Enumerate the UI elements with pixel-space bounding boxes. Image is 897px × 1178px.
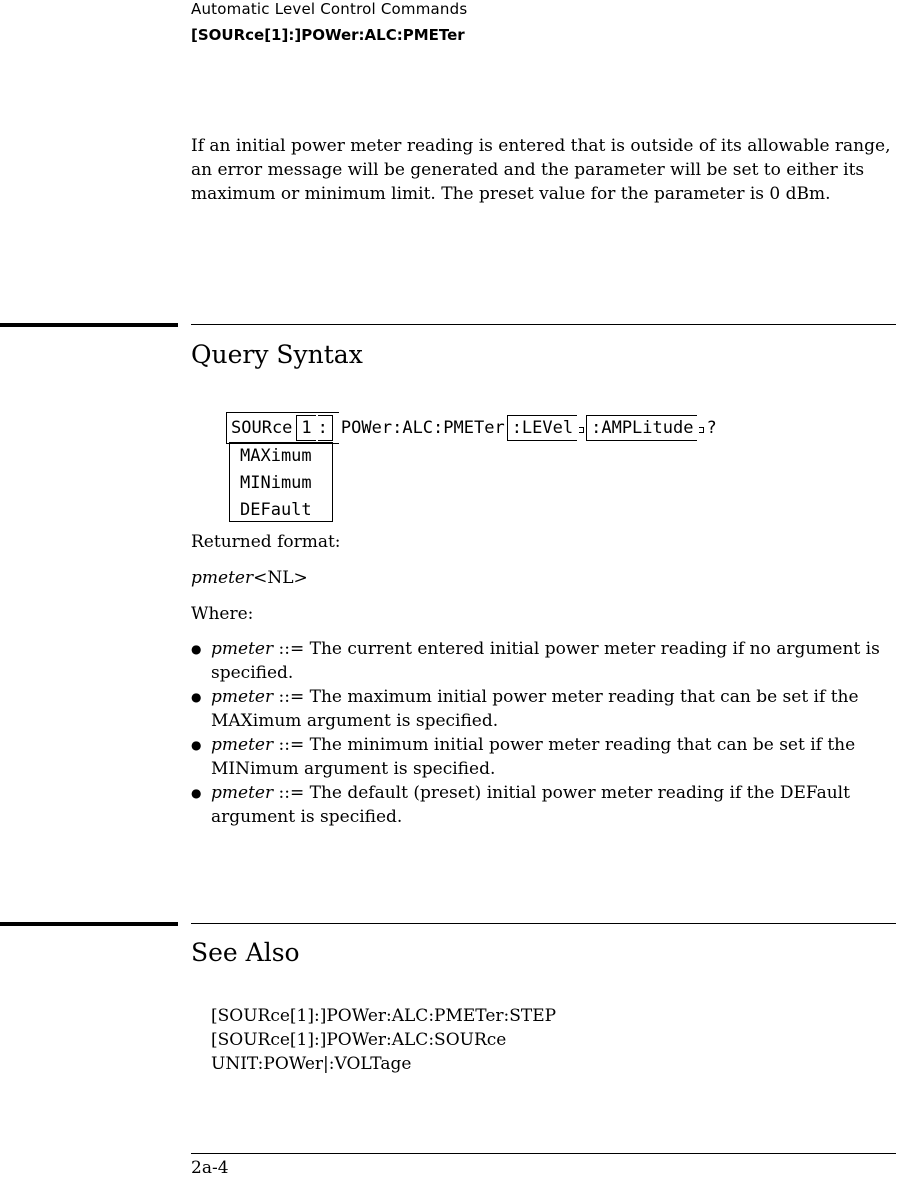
optional-amplitude-bracket (586, 415, 697, 441)
bullet-param: pmeter (211, 687, 274, 707)
query-syntax-line (226, 412, 717, 444)
bullet-text: ::= The default (preset) initial power meter reading if the DEFault argument is specified. (211, 783, 850, 827)
list-item (191, 637, 897, 685)
syntax-query-mark: ? (706, 418, 717, 438)
section-rule-right (191, 923, 896, 924)
optional-amplitude-close (699, 427, 704, 433)
see-also-item[interactable]: UNIT:POWer|:VOLTage (211, 1054, 412, 1074)
see-also-item[interactable]: [SOURce[1]:]POWer:ALC:SOURce (211, 1030, 507, 1050)
list-item (191, 733, 897, 781)
intro-paragraph: If an initial power meter reading is entered that is outside of its allowable range, an error message will be generated and the parameter will be set to either its maximum or minimum limit. The preset value for the parameter is 0 dBm. (191, 136, 891, 204)
see-also-list (211, 1004, 556, 1076)
syntax-colon: : (317, 418, 328, 438)
optional-suffix-close (318, 415, 333, 441)
optional-level-close (579, 427, 584, 433)
optional-source-bracket (226, 412, 339, 444)
bullet-param: pmeter (211, 639, 274, 659)
option-minimum: MINimum (240, 473, 312, 493)
section-rule-right (191, 324, 896, 325)
running-header-command: [SOURce[1]:]POWer:ALC:PMETer (191, 26, 465, 44)
section-rule-left (0, 323, 178, 327)
page-number: 2a-4 (191, 1158, 229, 1178)
syntax-amplitude: :AMPLitude (591, 418, 694, 438)
list-item (191, 781, 897, 829)
list-item (191, 685, 897, 733)
syntax-level: :LEVel (511, 418, 574, 438)
section-rule-left (0, 922, 178, 926)
option-maximum: MAXimum (240, 446, 312, 466)
optional-level-bracket (507, 415, 577, 441)
bullet-param: pmeter (211, 783, 274, 803)
returned-format-param: pmeter (191, 568, 254, 588)
bullet-text: ::= The minimum initial power meter reading that can be set if the MINimum argument is specified. (211, 735, 856, 779)
returned-format-label: Returned format: (191, 532, 341, 552)
bullet-param: pmeter (211, 735, 274, 755)
syntax-main: POWer:ALC:PMETer (340, 418, 505, 438)
returned-format-suffix: <NL> (253, 568, 308, 588)
bullet-text: ::= The maximum initial power meter reading that can be set if the MAXimum argument is specified. (211, 687, 859, 731)
running-header-category: Automatic Level Control Commands (191, 0, 468, 18)
where-label: Where: (191, 604, 254, 624)
syntax-one: 1 (301, 418, 312, 438)
optional-suffix-bracket (296, 415, 315, 441)
return-values-list (191, 637, 897, 829)
see-also-title: See Also (191, 938, 300, 967)
returned-format (191, 566, 308, 590)
option-default: DEFault (240, 500, 312, 520)
options-list (240, 443, 312, 524)
bullet-text: ::= The current entered initial power meter reading if no argument is specified. (211, 639, 880, 683)
see-also-item[interactable]: [SOURce[1]:]POWer:ALC:PMETer:STEP (211, 1006, 557, 1026)
query-syntax-title: Query Syntax (191, 340, 363, 369)
footer-rule (191, 1153, 896, 1154)
syntax-source: SOURce (231, 418, 293, 438)
